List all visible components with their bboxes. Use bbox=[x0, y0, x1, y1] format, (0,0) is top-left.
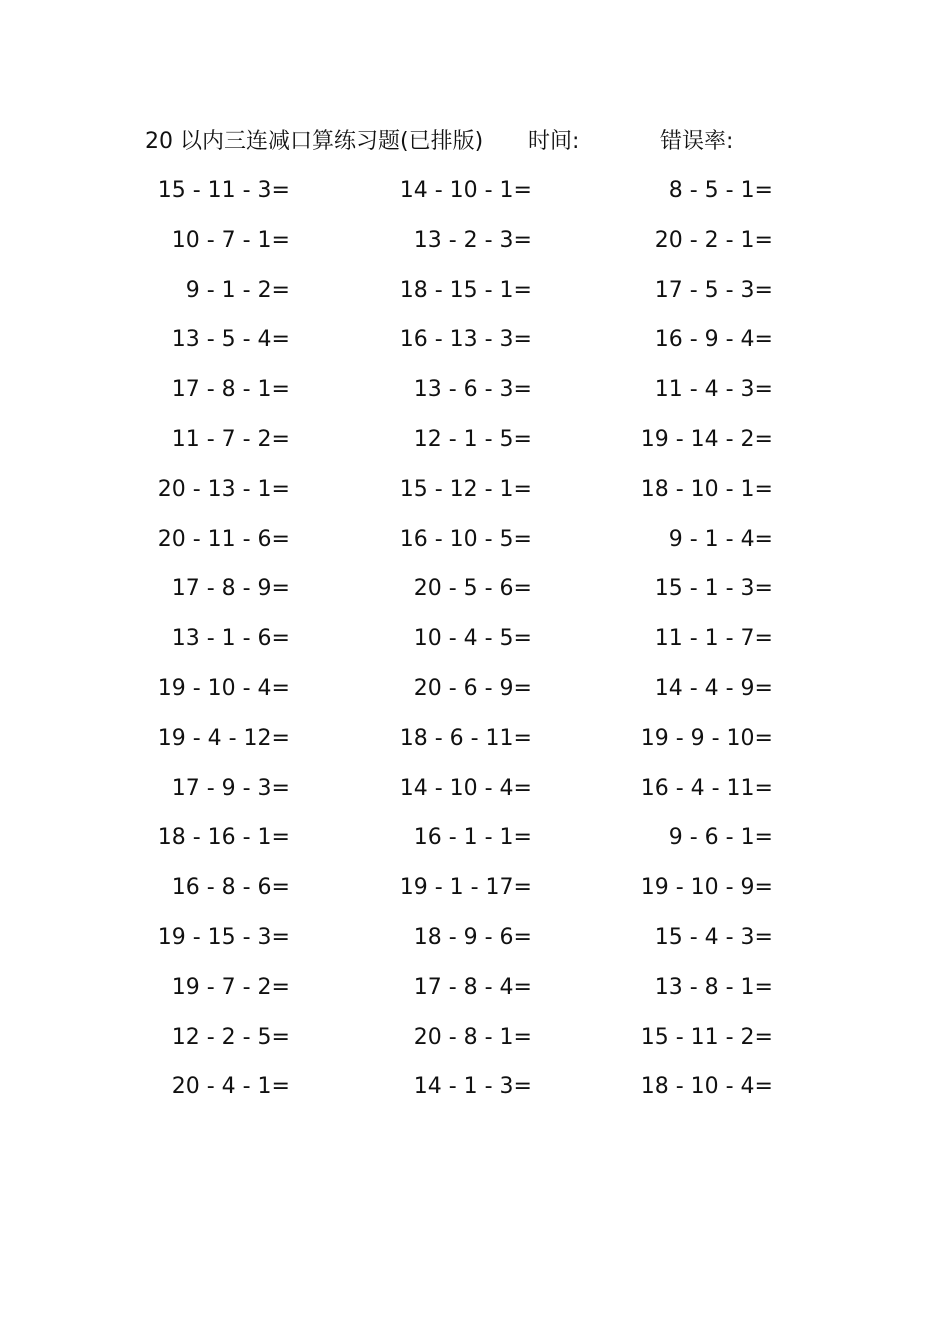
problem-row bbox=[0, 570, 950, 620]
problem-item: 18 - 15 - 1= bbox=[399, 277, 532, 303]
problem-item: 17 - 8 - 9= bbox=[171, 576, 290, 602]
problem-item: 16 - 10 - 5= bbox=[399, 526, 532, 552]
problem-item: 18 - 6 - 11= bbox=[399, 725, 532, 751]
problem-item: 18 - 10 - 1= bbox=[640, 476, 773, 502]
problem-item: 19 - 4 - 12= bbox=[157, 725, 290, 751]
problem-item: 19 - 9 - 10= bbox=[640, 725, 773, 751]
problem-item: 20 - 13 - 1= bbox=[157, 476, 290, 502]
problem-item: 19 - 10 - 9= bbox=[640, 875, 773, 901]
problem-item: 18 - 9 - 6= bbox=[413, 924, 532, 950]
time-label: 时间: bbox=[528, 129, 580, 154]
problem-item: 15 - 1 - 3= bbox=[654, 576, 773, 602]
problem-item: 13 - 8 - 1= bbox=[654, 974, 773, 1000]
problem-row bbox=[0, 670, 950, 720]
problem-item: 12 - 2 - 5= bbox=[171, 1024, 290, 1050]
problem-row bbox=[0, 1068, 950, 1118]
problem-item: 19 - 14 - 2= bbox=[640, 426, 773, 452]
problem-item: 16 - 1 - 1= bbox=[413, 825, 532, 851]
problem-item: 14 - 10 - 4= bbox=[399, 775, 532, 801]
problem-item: 13 - 5 - 4= bbox=[171, 327, 290, 353]
problem-row bbox=[0, 620, 950, 670]
problem-row bbox=[0, 521, 950, 571]
problem-item: 16 - 4 - 11= bbox=[640, 775, 773, 801]
problem-row bbox=[0, 172, 950, 222]
problem-row bbox=[0, 1019, 950, 1069]
problem-grid bbox=[0, 172, 950, 1118]
problem-item: 17 - 9 - 3= bbox=[171, 775, 290, 801]
problem-item: 20 - 5 - 6= bbox=[413, 576, 532, 602]
problem-item: 19 - 7 - 2= bbox=[171, 974, 290, 1000]
problem-item: 15 - 12 - 1= bbox=[399, 476, 532, 502]
problem-item: 15 - 11 - 2= bbox=[640, 1024, 773, 1050]
problem-item: 14 - 4 - 9= bbox=[654, 675, 773, 701]
problem-item: 11 - 7 - 2= bbox=[171, 426, 290, 452]
problem-item: 17 - 8 - 4= bbox=[413, 974, 532, 1000]
problem-item: 19 - 1 - 17= bbox=[399, 875, 532, 901]
problem-item: 16 - 13 - 3= bbox=[399, 327, 532, 353]
problem-item: 9 - 6 - 1= bbox=[668, 825, 773, 851]
problem-row bbox=[0, 222, 950, 272]
problem-row bbox=[0, 819, 950, 869]
problem-item: 16 - 9 - 4= bbox=[654, 327, 773, 353]
worksheet-title: 20 以内三连减口算练习题(已排版) bbox=[145, 129, 484, 154]
problem-item: 13 - 2 - 3= bbox=[413, 227, 532, 253]
problem-item: 15 - 4 - 3= bbox=[654, 924, 773, 950]
problem-item: 20 - 8 - 1= bbox=[413, 1024, 532, 1050]
problem-row bbox=[0, 471, 950, 521]
worksheet-header bbox=[0, 124, 950, 160]
problem-item: 16 - 8 - 6= bbox=[171, 875, 290, 901]
problem-row bbox=[0, 272, 950, 322]
problem-item: 20 - 11 - 6= bbox=[157, 526, 290, 552]
problem-item: 11 - 1 - 7= bbox=[654, 626, 773, 652]
problem-item: 20 - 4 - 1= bbox=[171, 1074, 290, 1100]
problem-row bbox=[0, 720, 950, 770]
problem-item: 13 - 6 - 3= bbox=[413, 377, 532, 403]
problem-item: 19 - 10 - 4= bbox=[157, 675, 290, 701]
problem-item: 14 - 1 - 3= bbox=[413, 1074, 532, 1100]
problem-item: 13 - 1 - 6= bbox=[171, 626, 290, 652]
problem-row bbox=[0, 321, 950, 371]
problem-item: 10 - 4 - 5= bbox=[413, 626, 532, 652]
problem-item: 10 - 7 - 1= bbox=[171, 227, 290, 253]
problem-row bbox=[0, 869, 950, 919]
problem-item: 9 - 1 - 4= bbox=[668, 526, 773, 552]
problem-item: 17 - 5 - 3= bbox=[654, 277, 773, 303]
problem-row bbox=[0, 371, 950, 421]
problem-item: 19 - 15 - 3= bbox=[157, 924, 290, 950]
problem-row bbox=[0, 770, 950, 820]
problem-row bbox=[0, 919, 950, 969]
problem-item: 11 - 4 - 3= bbox=[654, 377, 773, 403]
problem-item: 12 - 1 - 5= bbox=[413, 426, 532, 452]
problem-row bbox=[0, 969, 950, 1019]
error-rate-label: 错误率: bbox=[660, 129, 734, 154]
problem-item: 8 - 5 - 1= bbox=[668, 178, 773, 203]
problem-item: 18 - 10 - 4= bbox=[640, 1074, 773, 1100]
problem-item: 15 - 11 - 3= bbox=[157, 178, 290, 203]
problem-item: 20 - 2 - 1= bbox=[654, 227, 773, 253]
problem-item: 9 - 1 - 2= bbox=[185, 277, 290, 303]
problem-item: 14 - 10 - 1= bbox=[399, 178, 532, 203]
problem-item: 17 - 8 - 1= bbox=[171, 377, 290, 403]
problem-row bbox=[0, 421, 950, 471]
problem-item: 18 - 16 - 1= bbox=[157, 825, 290, 851]
problem-item: 20 - 6 - 9= bbox=[413, 675, 532, 701]
